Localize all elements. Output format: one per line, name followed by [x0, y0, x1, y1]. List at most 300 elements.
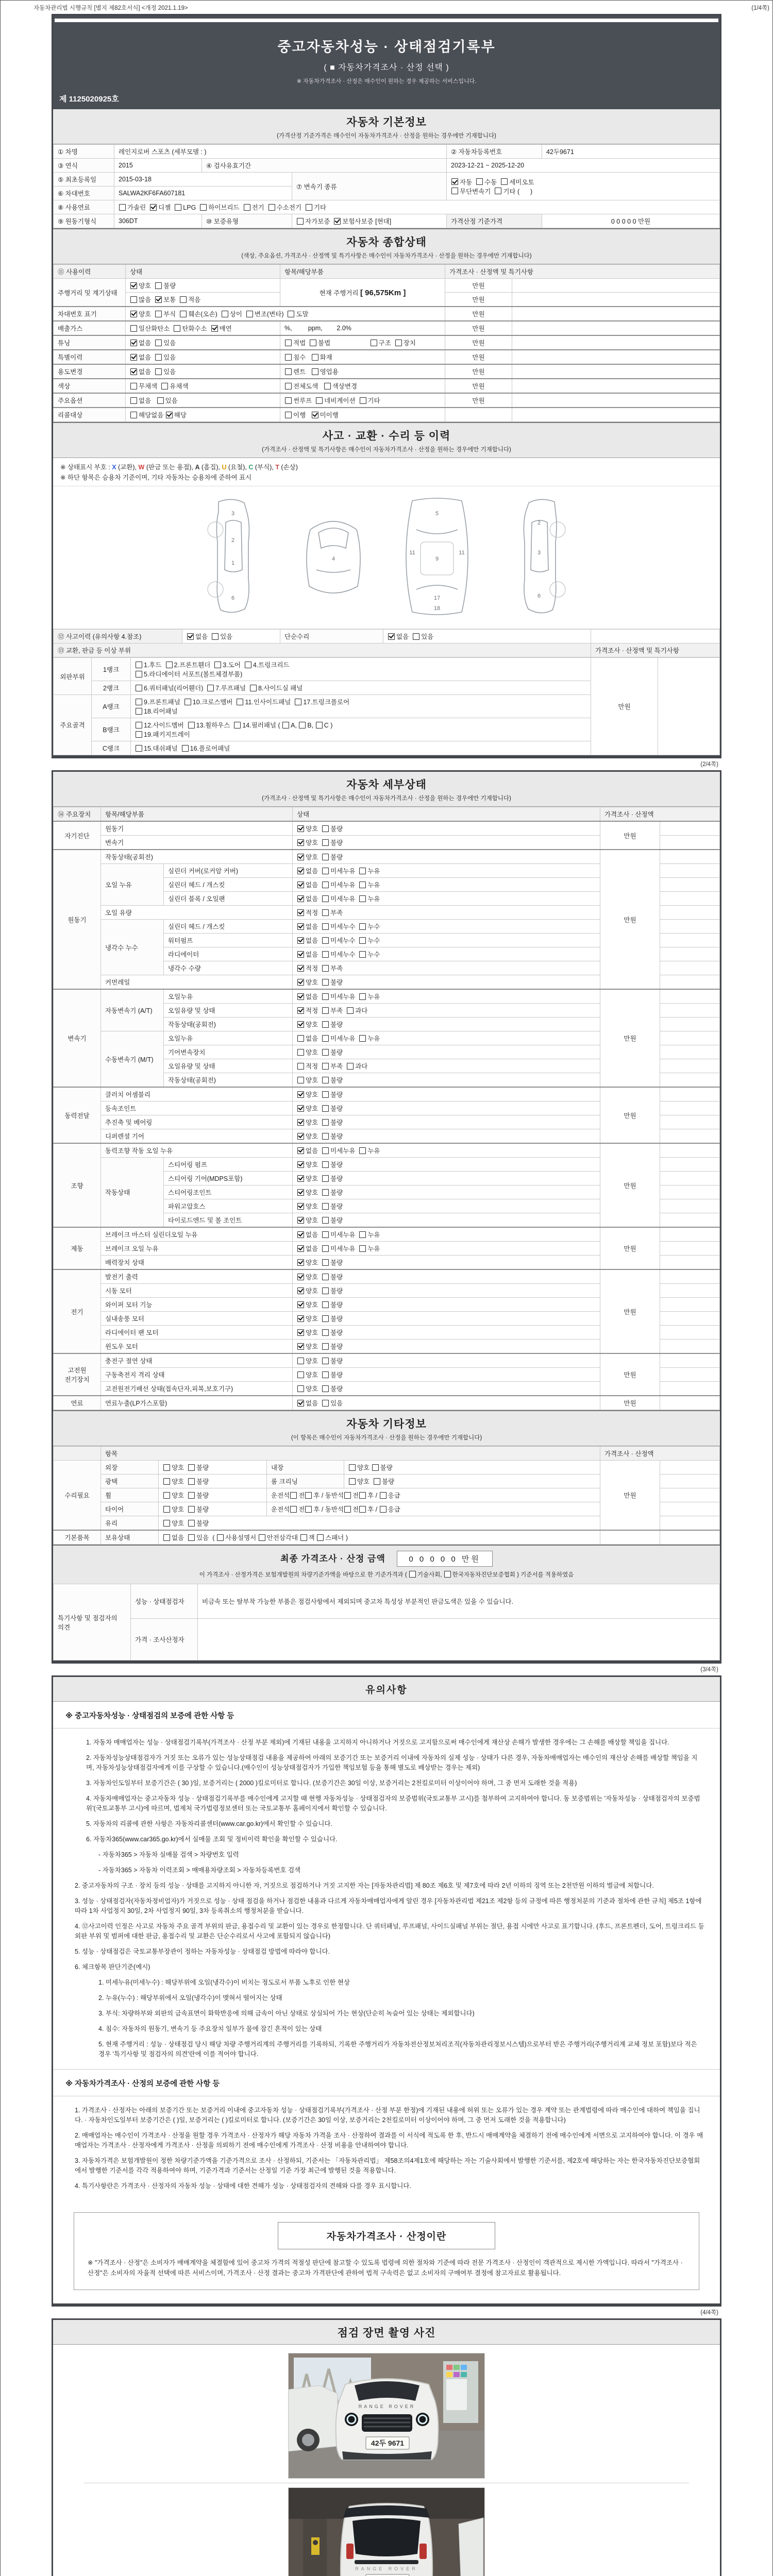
checkbox-unchecked[interactable]	[285, 397, 292, 404]
checkbox-unchecked[interactable]	[359, 895, 366, 902]
price-cell: 만원	[445, 279, 512, 293]
checkbox-unchecked[interactable]	[322, 1231, 329, 1238]
checkbox-checked[interactable]	[297, 965, 304, 972]
checkbox-checked[interactable]	[297, 1287, 304, 1294]
exchange-label: ⑬ 교환, 판금 등 이상 부위	[54, 643, 591, 657]
item-options: 침수 화재	[280, 350, 445, 364]
detail-status-options: 적정 부족	[293, 961, 600, 975]
checkbox-unchecked[interactable]	[136, 671, 142, 677]
checkbox-checked[interactable]	[297, 923, 304, 930]
detail-status-options: 양호 불량	[293, 1115, 600, 1129]
checkbox-unchecked[interactable]	[322, 1077, 329, 1083]
checkbox-checked[interactable]	[297, 1091, 304, 1098]
legend-text: (부식),	[253, 464, 276, 471]
checkbox-unchecked[interactable]	[322, 1175, 329, 1182]
car-diagram-side-l	[194, 493, 271, 621]
photos-frame	[52, 2318, 721, 2576]
checkbox-unchecked[interactable]	[237, 699, 243, 705]
checkbox-unchecked[interactable]	[155, 354, 162, 361]
checkbox-unchecked[interactable]	[136, 731, 142, 738]
detail-status-options: 양호 불량	[293, 1382, 600, 1396]
checkbox-unchecked[interactable]	[155, 282, 162, 289]
note-cell	[512, 293, 720, 307]
checkbox-checked[interactable]	[334, 218, 341, 225]
checkbox-unchecked[interactable]	[136, 685, 142, 691]
checkbox-unchecked[interactable]	[359, 1231, 366, 1238]
notice-paragraph: 3. 자동차가격은 보험개발원이 정한 차량기준가액을 기준가격으로 조사 · 산정하되, 기준서는 「자동차관리법」 제58조의4제1호에 해당하는 자는 기술사회에서 발행한 기준서를, 제2호에 해당하는 자는 한국자동차진단보증협회에서 발행한 기준서를 각각 적용하여야 하며, 기준가격과 기준서는 산정일 기준 가장 최근에 발행된 것을 적용합니다.	[75, 2157, 700, 2174]
checkbox-unchecked[interactable]	[119, 204, 126, 211]
usage-item-label: 차대번호 표기	[54, 307, 126, 321]
status-code-line	[60, 462, 713, 472]
checkbox-unchecked[interactable]	[163, 1464, 170, 1471]
checkbox-unchecked[interactable]	[322, 1007, 329, 1014]
checkbox-unchecked[interactable]	[380, 1492, 386, 1499]
checkbox-unchecked[interactable]	[285, 354, 292, 361]
legend-text: (손상)	[279, 464, 298, 471]
checkbox-checked[interactable]	[297, 839, 304, 846]
detail-item-label: 등속조인트	[101, 1101, 293, 1115]
checkbox-unchecked[interactable]	[444, 1571, 451, 1578]
checkbox-checked[interactable]	[297, 1400, 304, 1406]
checkbox-unchecked[interactable]	[130, 325, 137, 332]
checkbox-unchecked[interactable]	[155, 340, 162, 346]
checkbox-unchecked[interactable]	[136, 745, 142, 752]
checkbox-checked[interactable]	[211, 325, 218, 332]
checkbox-checked[interactable]	[297, 854, 304, 860]
checkbox-unchecked[interactable]	[310, 340, 316, 346]
checkbox-unchecked[interactable]	[322, 1315, 329, 1322]
checkbox-unchecked[interactable]	[305, 1492, 312, 1499]
holding-status-label: 보유상태	[101, 1530, 159, 1545]
checkbox-unchecked[interactable]	[347, 1007, 354, 1014]
note-cell	[660, 864, 719, 878]
notice-title: 유의사항	[53, 1677, 720, 1702]
checkbox-checked[interactable]	[297, 1259, 304, 1266]
checkbox-unchecked[interactable]	[322, 1189, 329, 1196]
checkbox-unchecked[interactable]	[290, 1492, 297, 1499]
checkbox-unchecked[interactable]	[322, 868, 329, 874]
checkbox-checked[interactable]	[297, 1329, 304, 1336]
checkbox-unchecked[interactable]	[234, 722, 241, 728]
checkbox-unchecked[interactable]	[180, 311, 187, 317]
checkbox-unchecked[interactable]	[322, 979, 329, 986]
checkbox-unchecked[interactable]	[344, 1506, 351, 1513]
checkbox-unchecked[interactable]	[312, 368, 318, 375]
checkbox-unchecked[interactable]	[163, 1478, 170, 1485]
checkbox-unchecked[interactable]	[245, 662, 251, 668]
legend-text: ※ 상태표시 부호 :	[60, 464, 112, 471]
checkbox-unchecked[interactable]	[297, 1385, 304, 1392]
checkbox-unchecked[interactable]	[413, 633, 419, 640]
checkbox-checked[interactable]	[297, 951, 304, 958]
checkbox-checked[interactable]	[130, 354, 137, 361]
note-cell	[660, 850, 719, 864]
checkbox-unchecked[interactable]	[322, 1329, 329, 1336]
notice-paragraph: 3. 부식: 차량하부와 외판의 금속표면이 화학반응에 의해 금속이 아닌 상태로 상실되어 가는 현상(단순히 녹슬어 있는 상태는 제외합니다)	[98, 2010, 475, 2017]
checkbox-unchecked[interactable]	[188, 1464, 195, 1471]
detail-item-label: 커먼레일	[101, 975, 293, 990]
checkbox-unchecked[interactable]	[322, 1147, 329, 1154]
detail-item-label: 디퍼렌셜 기어	[101, 1129, 293, 1144]
checkbox-unchecked[interactable]	[359, 868, 366, 874]
checkbox-checked[interactable]	[297, 868, 304, 874]
checkbox-unchecked[interactable]	[476, 178, 483, 185]
note-cell	[660, 1256, 719, 1270]
checkbox-unchecked[interactable]	[322, 1035, 329, 1042]
detail-status-options: 양호 불량	[293, 1353, 600, 1368]
checkbox-checked[interactable]	[297, 1231, 304, 1238]
checkbox-unchecked[interactable]	[285, 383, 292, 389]
notice-paragraph: 2. 매매업자는 매수인이 가격조사 · 산정을 원할 경우 가격조사 · 산정자가 해당 자동차 가격을 조사 · 산정하여 결과를 이 서식에 적도록 한 후, 반드시 매매계약을 체결하기 전에 매수인에게 서면으로 고지하여야 합니다. 이 경우 매매업자는 가격조사 · 산정자에게 가격조사 · 산정을 의뢰하기 전에 매수인에게 가격조사 · 산정 비용을 안내하여야 합니다.	[75, 2132, 703, 2149]
checkbox-unchecked[interactable]	[322, 993, 329, 1000]
checkbox-unchecked[interactable]	[130, 397, 137, 404]
checkbox-unchecked[interactable]	[246, 311, 253, 317]
checkbox-unchecked[interactable]	[322, 1217, 329, 1224]
checkbox-unchecked[interactable]	[136, 722, 142, 728]
masthead	[53, 15, 720, 109]
checkbox-unchecked[interactable]	[282, 722, 289, 728]
checkbox-unchecked[interactable]	[322, 1203, 329, 1210]
status-options: 없음 있음	[126, 364, 280, 379]
detail-status-options: 없음 미세누유 누유	[293, 1242, 600, 1256]
notice-paragraph: 1. 자동차 매매업자는 성능 · 상태점검기록부(가격조사 · 산정 부분 제외)에 기재된 내용을 고지하지 아니하거나 거짓으로 고지함으로써 매수인에게 재산상 손해가 발생한 경우에는 그 손해를 배상할 책임을 집니다.	[86, 1739, 669, 1746]
checkbox-unchecked[interactable]	[297, 218, 304, 225]
checkbox-unchecked[interactable]	[359, 1506, 366, 1513]
notice-paragraph: 3. 성능 · 상태점검자(자동차정비업자)가 거짓으로 성능 · 상태 점검을 하거나 점검한 내용과 다르게 자동차매매업자에게 알린 경우 [자동차관리법 제21조 제2항 등의 규정에 따른 행정처분의 기준과 절차에 관한 규칙] 제5조 1항에 따라 1차 사업정지 30일, 2차 사업정지 90일, 3차 등록취소의 행정처분을 받습니다.	[75, 1897, 702, 1914]
checkbox-checked[interactable]	[150, 204, 157, 211]
top-note-row	[1, 1, 772, 14]
checkbox-unchecked[interactable]	[268, 204, 275, 211]
diagram-zone-number: 2	[537, 520, 541, 526]
checkbox-unchecked[interactable]	[166, 662, 173, 668]
checkbox-unchecked[interactable]	[322, 951, 329, 958]
note-cell	[660, 1018, 719, 1031]
checkbox-unchecked[interactable]	[322, 1049, 329, 1056]
detail-item-label: 오일누유	[164, 1031, 293, 1045]
checkbox-unchecked[interactable]	[395, 340, 402, 346]
inspection-photo-front	[288, 2353, 485, 2479]
checkbox-checked[interactable]	[130, 311, 137, 317]
overall-col-1: 상태	[126, 265, 280, 279]
checkbox-unchecked[interactable]	[322, 1400, 329, 1406]
checkbox-checked[interactable]	[297, 1021, 304, 1028]
checkbox-unchecked[interactable]	[188, 1534, 195, 1541]
usage-item-label: 특별이력	[54, 350, 126, 364]
note-cell	[660, 1045, 719, 1059]
checkbox-unchecked[interactable]	[217, 1534, 224, 1541]
checkbox-unchecked[interactable]	[312, 354, 318, 361]
checkbox-unchecked[interactable]	[322, 839, 329, 846]
checkbox-unchecked[interactable]	[130, 412, 137, 418]
rank-items: 9.프론트패널 10.크로스멤버 11.인사이드패널 17.트렁크플로어 18.리어패널	[131, 695, 591, 718]
checkbox-unchecked[interactable]	[374, 1478, 380, 1485]
rank-note-cell	[658, 658, 720, 755]
checkbox-checked[interactable]	[297, 1161, 304, 1168]
diagram-zone-number: 3	[231, 511, 235, 517]
diagram-zone-number: 6	[537, 593, 541, 599]
checkbox-checked[interactable]	[297, 1175, 304, 1182]
legend-text: (교환),	[116, 464, 139, 471]
checkbox-checked[interactable]	[297, 1147, 304, 1154]
detail-item-label: 윈도우 모터	[101, 1340, 293, 1354]
mileage-status-row1: 양호 불량	[126, 279, 280, 293]
checkbox-unchecked[interactable]	[359, 993, 366, 1000]
checkbox-unchecked[interactable]	[244, 204, 250, 211]
checkbox-unchecked[interactable]	[359, 951, 366, 958]
checkbox-unchecked[interactable]	[322, 882, 329, 888]
detail-status-options: 없음 미세누수 누수	[293, 934, 600, 947]
checkbox-unchecked[interactable]	[188, 1506, 195, 1513]
appraiser-opinion	[198, 1619, 720, 1660]
checkbox-unchecked[interactable]	[212, 633, 219, 640]
checkbox-unchecked[interactable]	[175, 204, 181, 211]
checkbox-unchecked[interactable]	[136, 708, 142, 715]
checkbox-unchecked[interactable]	[322, 1105, 329, 1112]
checkbox-checked[interactable]	[297, 1217, 304, 1224]
detail-status-options: 적정 부족 과다	[293, 1059, 600, 1073]
checkbox-unchecked[interactable]	[316, 397, 323, 404]
checkbox-unchecked[interactable]	[188, 1520, 195, 1527]
checkbox-unchecked[interactable]	[130, 383, 137, 389]
other-col-item: 항목	[101, 1447, 600, 1461]
checkbox-unchecked[interactable]	[295, 699, 301, 705]
checkbox-checked[interactable]	[297, 1119, 304, 1126]
checkbox-unchecked[interactable]	[155, 311, 162, 317]
checkbox-unchecked[interactable]	[322, 1274, 329, 1280]
checkbox-unchecked[interactable]	[360, 397, 366, 404]
checkbox-unchecked[interactable]	[163, 1506, 170, 1513]
checkbox-checked[interactable]	[297, 909, 304, 916]
checkbox-unchecked[interactable]	[297, 1358, 304, 1364]
checkbox-unchecked[interactable]	[371, 340, 377, 346]
item-options: 전체도색 색상변경	[280, 379, 445, 393]
checkbox-unchecked[interactable]	[297, 1049, 304, 1056]
detail-item-label: 구동축전지 격리 상태	[101, 1368, 293, 1382]
checkbox-unchecked[interactable]	[322, 1385, 329, 1392]
checkbox-checked[interactable]	[130, 368, 137, 375]
checkbox-checked[interactable]	[297, 882, 304, 888]
status-code-letter: C	[248, 464, 254, 471]
checkbox-unchecked[interactable]	[359, 1147, 366, 1154]
checkbox-unchecked[interactable]	[163, 1534, 170, 1541]
diagram-zone-number: 9	[435, 556, 439, 562]
page3-frame	[52, 770, 721, 1664]
checkbox-unchecked[interactable]	[322, 1343, 329, 1350]
checkbox-unchecked[interactable]	[324, 383, 331, 389]
checkbox-unchecked[interactable]	[222, 311, 228, 317]
det-col-1: 항목/해당부품	[101, 807, 293, 822]
checkbox-checked[interactable]	[297, 993, 304, 1000]
other-item-label: 타이어	[101, 1502, 159, 1516]
note-cell	[660, 1115, 719, 1129]
note-cell	[660, 1242, 719, 1256]
checkbox-unchecked[interactable]	[163, 1492, 170, 1499]
checkbox-unchecked[interactable]	[322, 1161, 329, 1168]
checkbox-checked[interactable]	[130, 340, 137, 346]
checkbox-unchecked[interactable]	[161, 383, 168, 389]
checkbox-unchecked[interactable]	[359, 882, 366, 888]
checkbox-unchecked[interactable]	[322, 1259, 329, 1266]
detail-status-options: 양호 불량	[293, 1284, 600, 1298]
note-cell	[660, 1461, 719, 1475]
checkbox-unchecked[interactable]	[290, 1506, 297, 1513]
detail-status-options: 적정 부족 과다	[293, 1004, 600, 1018]
diagram-zone-number: 3	[537, 550, 541, 556]
checkbox-unchecked[interactable]	[322, 909, 329, 916]
checkbox-unchecked[interactable]	[322, 1371, 329, 1378]
checkbox-checked[interactable]	[297, 1105, 304, 1112]
checkbox-unchecked[interactable]	[501, 178, 508, 185]
checkbox-unchecked[interactable]	[188, 722, 195, 728]
checkbox-checked[interactable]	[388, 633, 395, 640]
note-cell	[660, 1516, 719, 1531]
price-cell: 만원	[445, 293, 512, 307]
checkbox-unchecked[interactable]	[380, 1506, 386, 1513]
checkbox-unchecked[interactable]	[322, 1021, 329, 1028]
checkbox-unchecked[interactable]	[136, 662, 142, 668]
checkbox-unchecked[interactable]	[372, 1464, 379, 1471]
detail-item-label: 오일 유량	[101, 906, 293, 920]
checkbox-unchecked[interactable]	[288, 311, 294, 317]
checkbox-unchecked[interactable]	[306, 204, 312, 211]
checkbox-unchecked[interactable]	[495, 188, 501, 194]
checkbox-checked[interactable]	[297, 979, 304, 986]
checkbox-unchecked[interactable]	[180, 296, 187, 303]
car-name-label: ① 차명	[54, 145, 114, 159]
checkbox-unchecked[interactable]	[316, 722, 323, 728]
checkbox-unchecked[interactable]	[344, 1492, 351, 1499]
checkbox-unchecked[interactable]	[322, 825, 329, 832]
detail-status-options: 양호 불량	[293, 1101, 600, 1115]
checkbox-checked[interactable]	[297, 1245, 304, 1252]
checkbox-checked[interactable]	[297, 1133, 304, 1140]
checkbox-unchecked[interactable]	[322, 854, 329, 860]
detail-status-options: 양호 불량	[293, 850, 600, 864]
checkbox-unchecked[interactable]	[184, 699, 191, 705]
checkbox-unchecked[interactable]	[188, 1478, 195, 1485]
inspection-label: ④ 검사유효기간	[202, 159, 447, 173]
checkbox-unchecked[interactable]	[322, 895, 329, 902]
checkbox-unchecked[interactable]	[305, 1506, 312, 1513]
notice-paragraph: - 자동차365 > 자동차 이력조회 > 매매용차량조회 > 자동차등록번호 검색	[98, 1867, 301, 1874]
checkbox-checked[interactable]	[312, 412, 318, 418]
checkbox-unchecked[interactable]	[322, 923, 329, 930]
checkbox-unchecked[interactable]	[285, 368, 292, 375]
checkbox-checked[interactable]	[166, 412, 173, 418]
note-cell	[660, 961, 719, 975]
detail-item-label: 충전구 절연 상태	[101, 1353, 293, 1368]
checkbox-unchecked[interactable]	[297, 1371, 304, 1378]
car-diagram-front	[295, 493, 372, 621]
inspection-value: 2023-12-21 ~ 2025-12-20	[447, 159, 720, 173]
checkbox-unchecked[interactable]	[359, 1245, 366, 1252]
checkbox-unchecked[interactable]	[322, 1301, 329, 1308]
checkbox-unchecked[interactable]	[347, 1063, 354, 1070]
checkbox-unchecked[interactable]	[322, 1119, 329, 1126]
checkbox-checked[interactable]	[297, 1007, 304, 1014]
checkbox-unchecked[interactable]	[188, 1492, 195, 1499]
checkbox-unchecked[interactable]	[322, 937, 329, 944]
document-note: ※ 자동차가격조사 · 산정은 매수인이 원하는 경우 제공하는 서비스입니다.	[296, 78, 477, 84]
note-cell	[660, 934, 719, 947]
checkbox-checked[interactable]	[451, 178, 458, 185]
checkbox-checked[interactable]	[297, 1274, 304, 1280]
checkbox-unchecked[interactable]	[299, 722, 306, 728]
checkbox-unchecked[interactable]	[322, 1133, 329, 1140]
checkbox-checked[interactable]	[155, 296, 162, 303]
checkbox-unchecked[interactable]	[259, 1534, 265, 1541]
checkbox-checked[interactable]	[297, 1301, 304, 1308]
checkbox-unchecked[interactable]	[322, 1091, 329, 1098]
checkbox-checked[interactable]	[187, 633, 194, 640]
checkbox-unchecked[interactable]	[359, 1035, 366, 1042]
status-options: 양호 부식 훼손(오손) 상이 변조(변타) 도말	[126, 307, 445, 321]
simple-repair-label: 단순수리	[280, 630, 383, 643]
checkbox-unchecked[interactable]	[322, 1245, 329, 1252]
checkbox-unchecked[interactable]	[285, 412, 292, 418]
checkbox-unchecked[interactable]	[359, 1492, 366, 1499]
checkbox-unchecked[interactable]	[297, 1063, 304, 1070]
checkbox-unchecked[interactable]	[322, 1287, 329, 1294]
checkbox-unchecked[interactable]	[359, 923, 366, 930]
checkbox-unchecked[interactable]	[174, 325, 180, 332]
checkbox-unchecked[interactable]	[200, 204, 207, 211]
checkbox-unchecked[interactable]	[349, 1478, 356, 1485]
checkbox-checked[interactable]	[297, 1189, 304, 1196]
checkbox-unchecked[interactable]	[317, 1534, 324, 1541]
checkbox-unchecked[interactable]	[451, 188, 458, 194]
overall-table	[53, 264, 720, 422]
checkbox-unchecked[interactable]	[409, 1571, 416, 1578]
checkbox-unchecked[interactable]	[157, 397, 164, 404]
checkbox-unchecked[interactable]	[136, 699, 142, 705]
checkbox-unchecked[interactable]	[163, 1520, 170, 1527]
checkbox-unchecked[interactable]	[207, 685, 214, 691]
detail-status-options: 양호 불량	[293, 1256, 600, 1270]
checkbox-checked[interactable]	[297, 1343, 304, 1350]
checkbox-unchecked[interactable]	[250, 685, 257, 691]
checkbox-unchecked[interactable]	[359, 937, 366, 944]
checkbox-unchecked[interactable]	[297, 1035, 304, 1042]
checkbox-unchecked[interactable]	[322, 1063, 329, 1070]
checkbox-checked[interactable]	[297, 895, 304, 902]
checkbox-unchecked[interactable]	[214, 662, 221, 668]
notice-paragraph: 2. 누유(누수) : 해당부위에서 오일(냉각수)이 맺혀서 떨어지는 상태	[98, 1994, 282, 2002]
checkbox-checked[interactable]	[297, 1315, 304, 1322]
checkbox-checked[interactable]	[130, 282, 137, 289]
checkbox-unchecked[interactable]	[285, 340, 292, 346]
detail-price-cell: 만원	[600, 1269, 660, 1353]
checkbox-unchecked[interactable]	[322, 1358, 329, 1364]
note-cell	[512, 307, 720, 321]
detail-status-options: 양호 불량	[293, 1018, 600, 1031]
other-item-label: 광택	[101, 1475, 159, 1488]
checkbox-checked[interactable]	[297, 1203, 304, 1210]
checkbox-checked[interactable]	[297, 937, 304, 944]
note-cell	[512, 279, 720, 293]
detail-item-label: 실린더 헤드 / 개스킷	[164, 878, 293, 892]
checkbox-unchecked[interactable]	[182, 745, 189, 752]
checkbox-unchecked[interactable]	[155, 368, 162, 375]
checkbox-unchecked[interactable]	[130, 296, 137, 303]
notice-paragraph: 2. 중고자동차의 구조 · 장치 등의 성능 · 상태를 고지하지 아니한 자, 거짓으로 점검하거나 거짓 고지한 자는 [자동차관리법] 제 80조 제6호 및 제7호에 따라 2년 이하의 징역 또는 2천만원 이하의 벌금에 처합니다.	[75, 1882, 654, 1889]
checkbox-unchecked[interactable]	[349, 1464, 356, 1471]
tailgate-badge-text: RANGE ROVER	[355, 2566, 418, 2571]
checkbox-unchecked[interactable]	[297, 1077, 304, 1083]
checkbox-checked[interactable]	[297, 825, 304, 832]
checkbox-unchecked[interactable]	[300, 1534, 307, 1541]
checkbox-unchecked[interactable]	[322, 965, 329, 972]
